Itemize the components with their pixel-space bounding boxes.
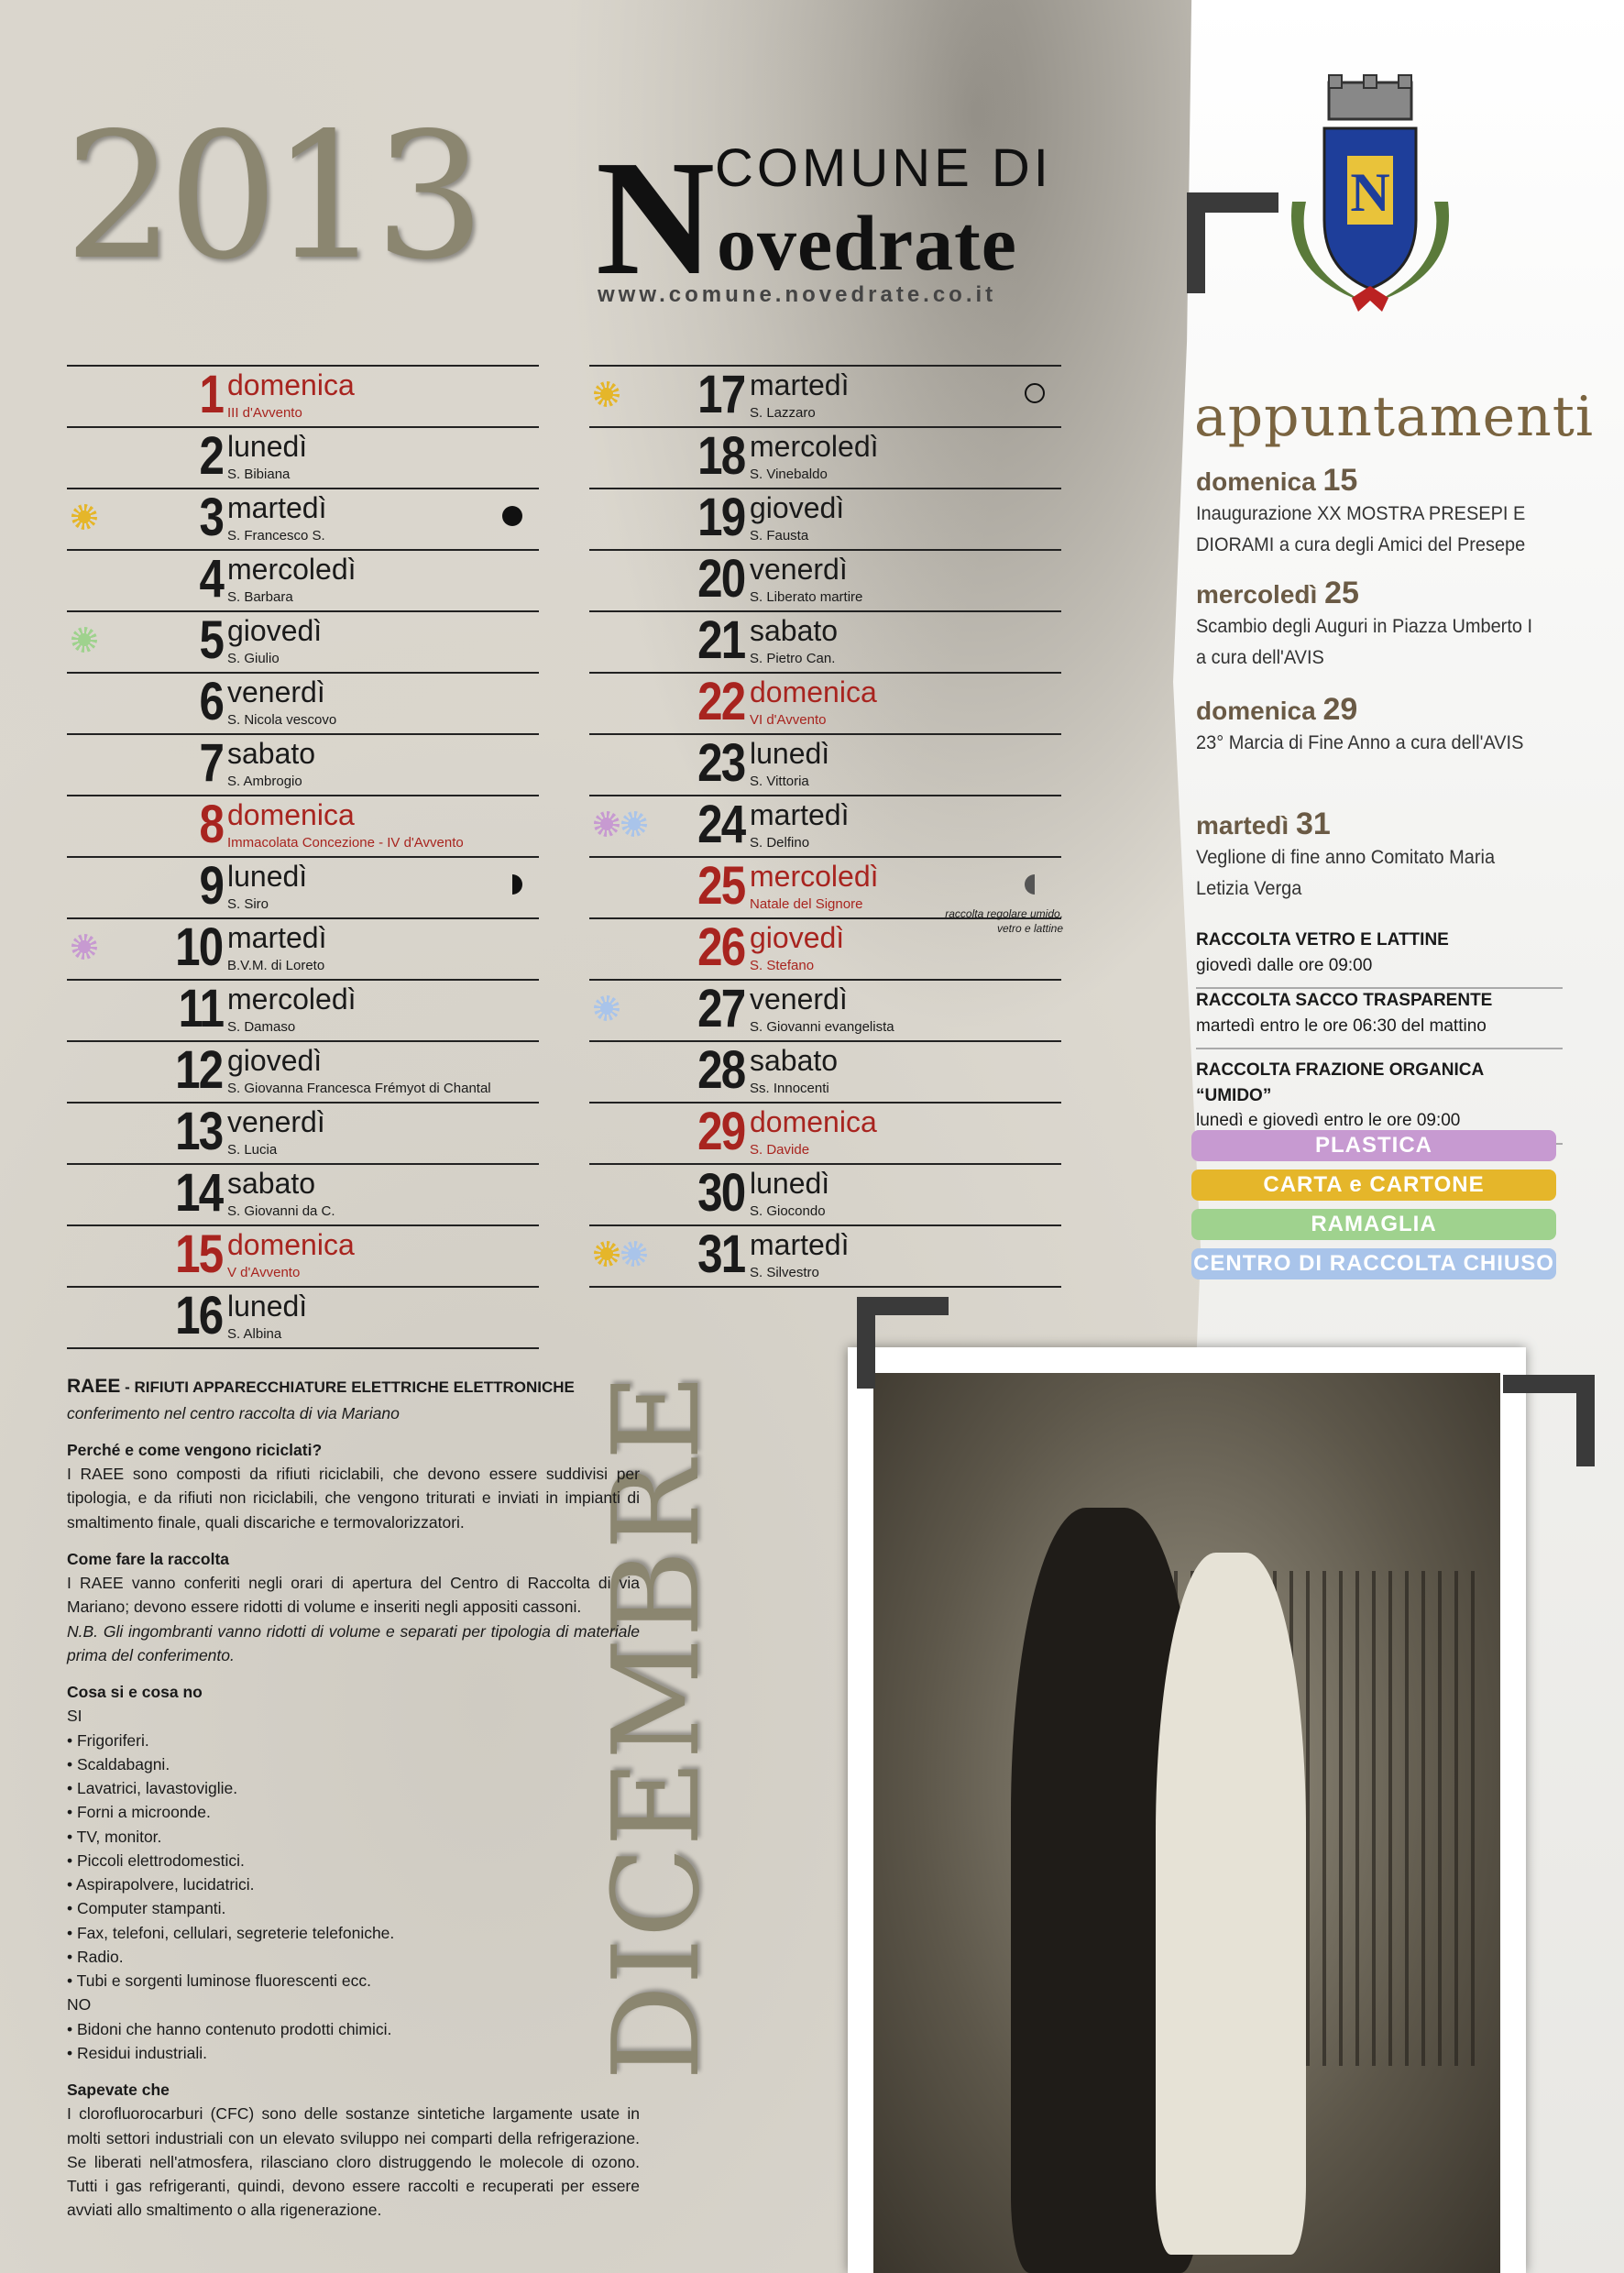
day-row (67, 1224, 539, 1286)
day-row (67, 979, 539, 1040)
raee-p2: I RAEE vanno conferiti negli orari di apertura del Centro di Raccolta di via Mariano; devono essere ridotti di volume e inseriti negli appositi cassoni. (67, 1574, 640, 1617)
saint-name: S. Albina (227, 1326, 282, 1342)
day-row (589, 1224, 1061, 1288)
moon-phase-icon (1025, 383, 1045, 403)
collection-flower-icon (71, 934, 97, 960)
day-name: lunedì (227, 1290, 308, 1323)
appointment-weekday: martedì (1196, 811, 1289, 840)
raee-list-item: • Aspirapolvere, lucidatrici. (67, 1875, 255, 1894)
day-name: lunedì (750, 1167, 830, 1200)
raee-list-item: • Bidoni che hanno contenuto prodotti chimici. (67, 2019, 392, 2038)
day-row (67, 733, 539, 795)
raccolta-title: RACCOLTA SACCO TRASPARENTE (1196, 991, 1493, 1010)
raee-h2: Come fare la raccolta (67, 1549, 230, 1568)
raee-list-item: • Scaldabagni. (67, 1754, 170, 1773)
raee-list-item: • Tubi e sorgenti luminose fluorescenti ecc. (67, 1971, 371, 1990)
raee-si: SI (67, 1707, 82, 1726)
day-number: 20 (697, 549, 745, 609)
day-number: 17 (697, 365, 745, 424)
raee-si-list (67, 1729, 640, 1993)
day-row (589, 1163, 1061, 1224)
note-raccolta-regolare: raccolta regolare umido, vetro e lattine (945, 907, 1063, 935)
svg-text:N: N (1350, 162, 1390, 223)
day-number: 23 (697, 733, 745, 793)
day-row (589, 795, 1061, 856)
saint-name: S. Delfino (750, 835, 810, 851)
day-row (589, 610, 1061, 672)
day-number: 15 (175, 1224, 223, 1284)
comune-initial: N (596, 126, 715, 309)
moon-phase-icon (502, 874, 522, 895)
raccolta-text: giovedì dalle ore 09:00 (1196, 955, 1373, 975)
saint-name: V d'Avvento (227, 1265, 301, 1280)
comune-url[interactable]: www.comune.novedrate.co.it (598, 282, 997, 307)
saint-name: S. Giocondo (750, 1203, 826, 1219)
day-number: 2 (199, 426, 223, 486)
day-row (67, 610, 539, 672)
day-list-right (589, 365, 1061, 1288)
saint-name: S. Giulio (227, 651, 280, 666)
day-name: domenica (227, 798, 355, 831)
day-row (67, 1040, 539, 1102)
appointment-day: 31 (1295, 807, 1331, 841)
day-number: 22 (697, 672, 745, 731)
saint-name: S. Barbara (227, 589, 293, 605)
day-name: domenica (750, 1105, 877, 1138)
day-number: 25 (697, 856, 745, 916)
appointment-text: Veglione di fine anno Comitato Maria Letizia Verga (1196, 847, 1496, 899)
raee-info (67, 1372, 640, 2223)
day-row (589, 733, 1061, 795)
appointment-text: Inaugurazione XX MOSTRA PRESEPI E DIORAMI a cura degli Amici del Presepe (1196, 503, 1526, 555)
day-number: 19 (697, 488, 745, 547)
day-number: 12 (175, 1040, 223, 1100)
day-number: 26 (697, 917, 745, 977)
appointment-day: 25 (1324, 576, 1359, 610)
day-row (67, 1102, 539, 1163)
raee-title: RAEE (67, 1376, 121, 1397)
day-number: 16 (175, 1286, 223, 1345)
raee-subtitle: conferimento nel centro raccolta di via Mariano (67, 1403, 400, 1422)
raee-list-item: • Fax, telefoni, cellulari, segreterie telefoniche. (67, 1923, 395, 1942)
saint-name: S. Giovanni evangelista (750, 1019, 894, 1035)
raee-h4: Sapevate che (67, 2081, 170, 2099)
day-number: 1 (199, 365, 223, 424)
day-number: 6 (199, 672, 223, 731)
saint-name: S. Lucia (227, 1142, 278, 1158)
appointment-weekday: domenica (1196, 697, 1316, 725)
raee-list-item: • Forni a microonde. (67, 1803, 211, 1822)
legend-pill: CARTA e CARTONE (1191, 1169, 1556, 1201)
day-row (67, 1286, 539, 1349)
raee-list-item: • Computer stampanti. (67, 1899, 226, 1918)
day-number: 8 (199, 795, 223, 854)
day-name: mercoledì (227, 983, 357, 1016)
appointment-day: 29 (1322, 692, 1358, 727)
day-number: 24 (697, 795, 745, 854)
day-number: 27 (697, 979, 745, 1038)
day-number: 7 (199, 733, 223, 793)
day-number: 21 (697, 610, 745, 670)
day-row (589, 979, 1061, 1040)
day-number: 30 (697, 1163, 745, 1223)
saint-name: S. Vinebaldo (750, 467, 828, 482)
saint-name: S. Francesco S. (227, 528, 325, 544)
day-row (67, 549, 539, 610)
day-number: 14 (175, 1163, 223, 1223)
appointment-weekday: domenica (1196, 467, 1316, 496)
day-number: 13 (175, 1102, 223, 1161)
legend-pill: CENTRO DI RACCOLTA CHIUSO (1191, 1248, 1556, 1279)
day-name: giovedì (750, 921, 845, 954)
saint-name: S. Damaso (227, 1019, 296, 1035)
saint-name: S. Vittoria (750, 774, 809, 789)
day-name: martedì (227, 921, 327, 954)
day-list-left (67, 365, 539, 1349)
month-title: DICEMBRE (587, 1373, 726, 2081)
day-name: mercoledì (227, 553, 357, 586)
appointment-day: 15 (1322, 463, 1358, 498)
day-row (589, 1040, 1061, 1102)
raccolta-info (1196, 988, 1563, 1049)
day-number: 9 (199, 856, 223, 916)
raee-list-item: • Radio. (67, 1947, 124, 1966)
day-row (67, 488, 539, 549)
day-name: martedì (227, 491, 327, 524)
saint-name: III d'Avvento (227, 405, 302, 421)
saint-name: S. Ambrogio (227, 774, 302, 789)
day-row (589, 488, 1061, 549)
appointment (1196, 576, 1563, 673)
day-number: 10 (175, 917, 223, 977)
raee-p4: I clorofluorocarburi (CFC) sono delle sostanze sintetiche largamente usate in molti settori industriali con un elevato sviluppo nei comparti della refrigerazione. Se liberati nell'atmosfera, rilasciano cloro distruggendo le molecole di ozono. Tutti i gas refrigeranti, quindi, devono essere raccolti e recuperati per essere avviati allo smaltimento o alla rigenerazione. (67, 2104, 640, 2220)
day-name: giovedì (227, 1044, 323, 1077)
year-title: 2013 (64, 95, 478, 298)
raccolta-text: martedì entro le ore 06:30 del mattino (1196, 1016, 1487, 1036)
day-name: sabato (750, 1044, 839, 1077)
day-row (67, 917, 539, 979)
collection-flower-icon (594, 1241, 620, 1267)
day-row (67, 1163, 539, 1224)
day-name: domenica (750, 675, 877, 708)
raccolta-title: RACCOLTA FRAZIONE ORGANICA “UMIDO” (1196, 1060, 1484, 1105)
appointment (1196, 692, 1563, 759)
day-row (589, 549, 1061, 610)
raccolta-text: lunedì e giovedì entro le ore 09:00 (1196, 1111, 1461, 1131)
saint-name: S. Giovanna Francesca Frémyot di Chantal (227, 1081, 491, 1096)
saint-name: S. Giovanni da C. (227, 1203, 335, 1219)
day-name: giovedì (227, 614, 323, 647)
day-number: 11 (178, 979, 223, 1038)
day-name: sabato (750, 614, 839, 647)
saint-name: S. Fausta (750, 528, 809, 544)
day-name: martedì (750, 1228, 850, 1261)
raee-list-item: • Lavatrici, lavastoviglie. (67, 1779, 238, 1797)
day-name: lunedì (750, 737, 830, 770)
saint-name: S. Stefano (750, 958, 815, 973)
day-number: 18 (697, 426, 745, 486)
saint-name: S. Pietro Can. (750, 651, 836, 666)
day-number: 29 (697, 1102, 745, 1161)
collection-flower-icon (621, 811, 647, 837)
raee-list-item: • Piccoli elettrodomestici. (67, 1850, 245, 1870)
day-row (67, 856, 539, 917)
collection-flower-icon (594, 995, 620, 1021)
day-name: domenica (227, 1228, 355, 1261)
saint-name: VI d'Avvento (750, 712, 827, 728)
raee-p1: I RAEE sono composti da rifiuti riciclabili, che devono essere suddivisi per tipologia, e da rifiuti non riciclabili, che vengono triturati e inviati in impianti di smaltimento finale, quali discariche e termovalorizzatori. (67, 1465, 640, 1532)
collection-flower-icon (621, 1241, 647, 1267)
saint-name: Natale del Signore (750, 896, 863, 912)
day-row (589, 1102, 1061, 1163)
appointment-weekday: mercoledì (1196, 580, 1318, 609)
day-row (589, 672, 1061, 733)
raee-list-item: • TV, monitor. (67, 1827, 162, 1846)
day-name: venerdì (227, 675, 325, 708)
raee-title-sub: - RIFIUTI APPARECCHIATURE ELETTRICHE ELETTRONICHE (120, 1378, 575, 1396)
day-row (67, 426, 539, 488)
appointment (1196, 463, 1563, 560)
day-row (67, 672, 539, 733)
day-name: venerdì (750, 553, 848, 586)
saint-name: S. Lazzaro (750, 405, 816, 421)
moon-phase-icon (1025, 874, 1045, 895)
raee-p2b: N.B. Gli ingombranti vanno ridotti di volume e separati per tipologia di materiale prima del conferimento. (67, 1621, 640, 1664)
day-name: martedì (750, 798, 850, 831)
legend-pill: RAMAGLIA (1191, 1209, 1556, 1240)
saint-name: Immacolata Concezione - IV d'Avvento (227, 835, 464, 851)
day-name: domenica (227, 368, 355, 401)
appuntamenti-title: appuntamenti (1194, 385, 1595, 449)
saint-name: S. Siro (227, 896, 269, 912)
day-name: mercoledì (750, 430, 879, 463)
day-name: martedì (750, 368, 850, 401)
wedding-photo (848, 1347, 1526, 2273)
saint-name: S. Silvestro (750, 1265, 819, 1280)
collection-flower-icon (71, 627, 97, 653)
day-number: 5 (199, 610, 223, 670)
day-name: lunedì (227, 860, 308, 893)
collection-flower-icon (71, 504, 97, 530)
collection-flower-icon (594, 381, 620, 407)
raee-list-item: • Residui industriali. (67, 2043, 207, 2062)
saint-name: S. Nicola vescovo (227, 712, 337, 728)
day-name: sabato (227, 737, 316, 770)
day-number: 4 (199, 549, 223, 609)
comune-name: ovedrate (717, 199, 1017, 287)
appointment-text: 23° Marcia di Fine Anno a cura dell'AVIS (1196, 732, 1524, 753)
day-name: sabato (227, 1167, 316, 1200)
raee-no: NO (67, 1995, 92, 2015)
raee-list-item: • Frigoriferi. (67, 1730, 149, 1750)
comune-di-label: COMUNE DI (715, 138, 1052, 198)
raccolta-title: RACCOLTA VETRO E LATTINE (1196, 930, 1449, 950)
saint-name: S. Davide (750, 1142, 810, 1158)
day-row (67, 795, 539, 856)
saint-name: S. Liberato martire (750, 589, 863, 605)
coat-of-arms-icon (1274, 73, 1466, 321)
moon-phase-icon (502, 506, 522, 526)
raee-h1: Perché e come vengono riciclati? (67, 1440, 323, 1459)
day-name: giovedì (750, 491, 845, 524)
saint-name: S. Bibiana (227, 467, 291, 482)
appointment-text: Scambio degli Auguri in Piazza Umberto I a cura dell'AVIS (1196, 616, 1533, 668)
collection-flower-icon (594, 811, 620, 837)
day-number: 31 (697, 1224, 745, 1284)
day-number: 3 (199, 488, 223, 547)
saint-name: Ss. Innocenti (750, 1081, 829, 1096)
appointment (1196, 807, 1563, 904)
legend-pill: PLASTICA (1191, 1130, 1556, 1161)
day-name: lunedì (227, 430, 308, 463)
day-row (589, 365, 1061, 426)
raccolta-info (1196, 928, 1563, 989)
saint-name: B.V.M. di Loreto (227, 958, 325, 973)
day-number: 28 (697, 1040, 745, 1100)
day-row (67, 365, 539, 426)
day-name: venerdì (750, 983, 848, 1016)
day-row (589, 426, 1061, 488)
raee-h3: Cosa si e cosa no (67, 1683, 203, 1701)
raee-no-list (67, 2017, 640, 2066)
day-name: venerdì (227, 1105, 325, 1138)
day-name: mercoledì (750, 860, 879, 893)
